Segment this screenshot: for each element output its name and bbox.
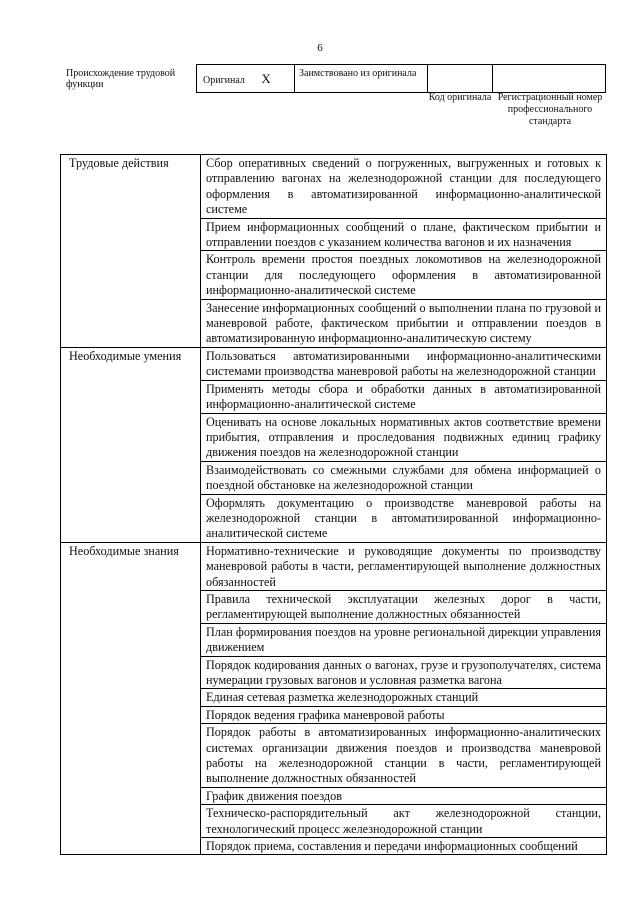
table-cell: Правила технической эксплуатации железных дорог в части, регламентирующей выполнение должностных обязанностей	[201, 590, 607, 623]
table-cell: Прием информационных сообщений о плане, фактическом прибытии и отправлении поездов с указанием количества вагонов и их назначения	[201, 218, 607, 251]
table-row	[61, 347, 607, 380]
table-cell: Порядок ведения графика маневровой работы	[201, 706, 607, 723]
table-cell: Порядок работы в автоматизированных информационно-аналитических системах организации движения поездов и производства маневровой работы на железнодорожной станции в части, регламентирующей выполнение должностных обязанностей	[201, 724, 607, 788]
table-cell: Применять методы сбора и обработки данных в автоматизированной информационно-аналитической системе	[201, 380, 607, 413]
original-mark: X	[261, 70, 271, 86]
table-cell: Единая сетевая разметка железнодорожных станций	[201, 689, 607, 706]
table-cell: Оформлять документацию о производстве маневровой работы на железнодорожной станции в автоматизированной информационно-аналитической системе	[201, 494, 607, 542]
table-cell: Техническо-распорядительный акт железнодорожной станции, технологический процесс железнодорожной станции	[201, 805, 607, 838]
table-cell: Оценивать на основе локальных нормативных актов соответствие времени прибытия, отправления и проследования подвижных единиц графику движения поездов на железнодорожной станции	[201, 413, 607, 461]
table-cell: Контроль времени простоя поездных локомотивов на железнодорожной станции для последующего оформления в автоматизированной информационно-аналитической системе	[201, 251, 607, 299]
reg-number-caption: Регистрационный номер профессионального стандарта	[497, 92, 603, 127]
original-label: Оригинал	[203, 74, 245, 86]
table-row	[61, 542, 607, 590]
section-title-actions: Трудовые действия	[61, 155, 201, 348]
original-cell	[197, 65, 295, 93]
section-title-skills: Необходимые умения	[61, 347, 201, 542]
origin-table	[196, 64, 606, 93]
functions-table	[60, 154, 607, 855]
reg-number-cell	[493, 65, 606, 93]
table-cell: Занесение информационных сообщений о выполнении плана по грузовой и маневровой работе, фактическом прибытии и отправлении поездов в автоматизированную информационно-аналитическую систему	[201, 299, 607, 347]
table-cell: Нормативно-технические и руководящие документы по производству маневровой работы в части, регламентирующей выполнение должностных обязанностей	[201, 542, 607, 590]
table-cell: Порядок приема, составления и передачи информационных сообщений	[201, 838, 607, 855]
code-cell	[428, 65, 493, 93]
page-number: 6	[317, 42, 323, 54]
table-cell: Взаимодействовать со смежными службами для обмена информацией о поездной обстановке на железнодорожной станции	[201, 461, 607, 494]
table-cell: Сбор оперативных сведений о погруженных, выгруженных и готовых к отправлению вагонах на железнодорожной станции для последующего оформления в автоматизированной информационно-аналитической системе	[201, 155, 607, 219]
table-cell: Пользоваться автоматизированными информационно-аналитическими системами производства маневровой работы на железнодорожной станции	[201, 347, 607, 380]
table-cell: Порядок кодирования данных о вагонах, грузе и грузополучателях, система нумерации грузовых вагонов и условная разметка вагона	[201, 656, 607, 689]
table-row	[61, 155, 607, 219]
borrowed-label: Заимствовано из оригинала	[295, 65, 428, 93]
table-cell: План формирования поездов на уровне региональной дирекции управления движением	[201, 623, 607, 656]
table-cell: График движения поездов	[201, 787, 607, 804]
section-title-knowledge: Необходимые знания	[61, 542, 201, 855]
code-caption: Код оригинала	[428, 92, 492, 103]
origin-row	[197, 65, 606, 93]
origin-label: Происхождение трудовой функции	[66, 68, 176, 90]
